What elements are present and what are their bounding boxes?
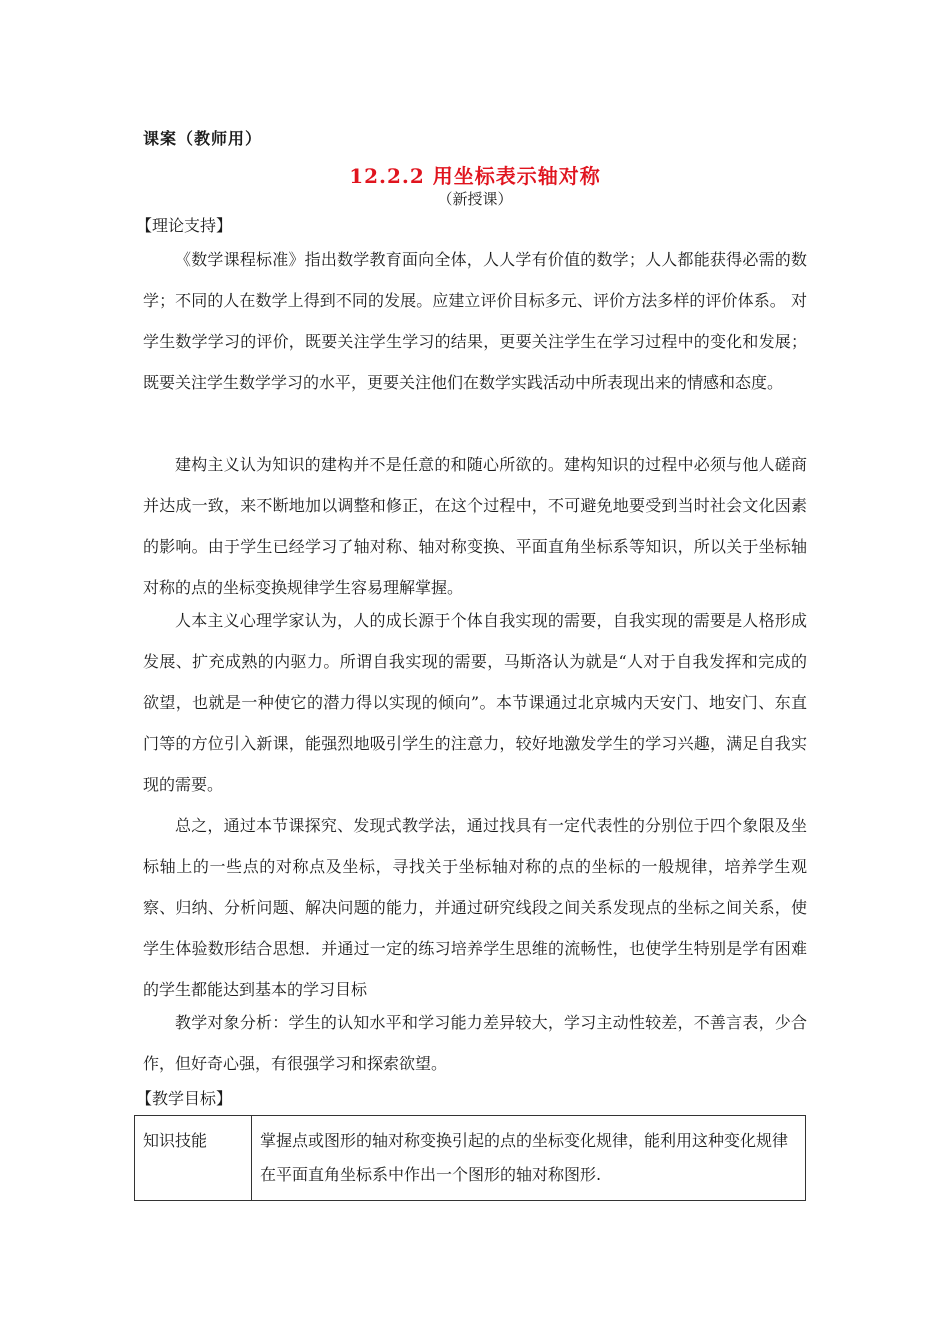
paragraph-curriculum: 《数学课程标准》指出数学教育面向全体，人人学有价值的数学；人人都能获得必需的数学；不同的人在数学上得到不同的发展。应建立评价目标多元、评价方法多样的评价体系。 对学生数学学习的评价，既要关注学生学习的结果，更要关注学生在学习过程中的变化和发展；既要关注学生数学学习的水平，更要关注他们在数学实践活动中所表现出来的情感和态度。	[143, 250, 807, 392]
page-subtitle: （新授课）	[437, 190, 513, 208]
goals-heading: 【教学目标】	[136, 1089, 233, 1108]
theory-heading: 【理论支持】	[136, 216, 233, 235]
page-title: 12.2.2 用坐标表示轴对称	[349, 164, 601, 188]
goal-category: 知识技能	[135, 1116, 252, 1201]
doc-label: 课案（教师用）	[143, 129, 263, 148]
goals-table	[134, 1115, 806, 1201]
paragraph-student-analysis: 教学对象分析：学生的认知水平和学习能力差异较大，学习主动性较差，不善言表，少合作，但好奇心强，有很强学习和探索欲望。	[143, 1013, 807, 1073]
goal-content: 掌握点或图形的轴对称变换引起的点的坐标变化规律，能利用这种变化规律在平面直角坐标系中作出一个图形的轴对称图形.	[252, 1116, 806, 1201]
table-row	[135, 1116, 806, 1201]
paragraph-constructivism: 建构主义认为知识的建构并不是任意的和随心所欲的。建构知识的过程中必须与他人磋商并达成一致，来不断地加以调整和修正，在这个过程中，不可避免地要受到当时社会文化因素的影响。由于学生已经学习了轴对称、轴对称变换、平面直角坐标系等知识，所以关于坐标轴对称的点的坐标变换规律学生容易理解掌握。	[143, 455, 807, 597]
paragraph-humanism: 人本主义心理学家认为，人的成长源于个体自我实现的需要，自我实现的需要是人格形成发展、扩充成熟的内驱力。所谓自我实现的需要，马斯洛认为就是“人对于自我发挥和完成的欲望，也就是一种使它的潜力得以实现的倾向”。本节课通过北京城内天安门、地安门、东直门等的方位引入新课，能强烈地吸引学生的注意力，较好地激发学生的学习兴趣，满足自我实现的需要。	[143, 611, 807, 794]
paragraph-summary: 总之，通过本节课探究、发现式教学法，通过找具有一定代表性的分别位于四个象限及坐标轴上的一些点的对称点及坐标，寻找关于坐标轴对称的点的坐标的一般规律，培养学生观察、归纳、分析问题、解决问题的能力，并通过研究线段之间关系发现点的坐标之间关系，使学生体验数形结合思想．并通过一定的练习培养学生思维的流畅性，也使学生特别是学有困难的学生都能达到基本的学习目标	[143, 816, 807, 999]
